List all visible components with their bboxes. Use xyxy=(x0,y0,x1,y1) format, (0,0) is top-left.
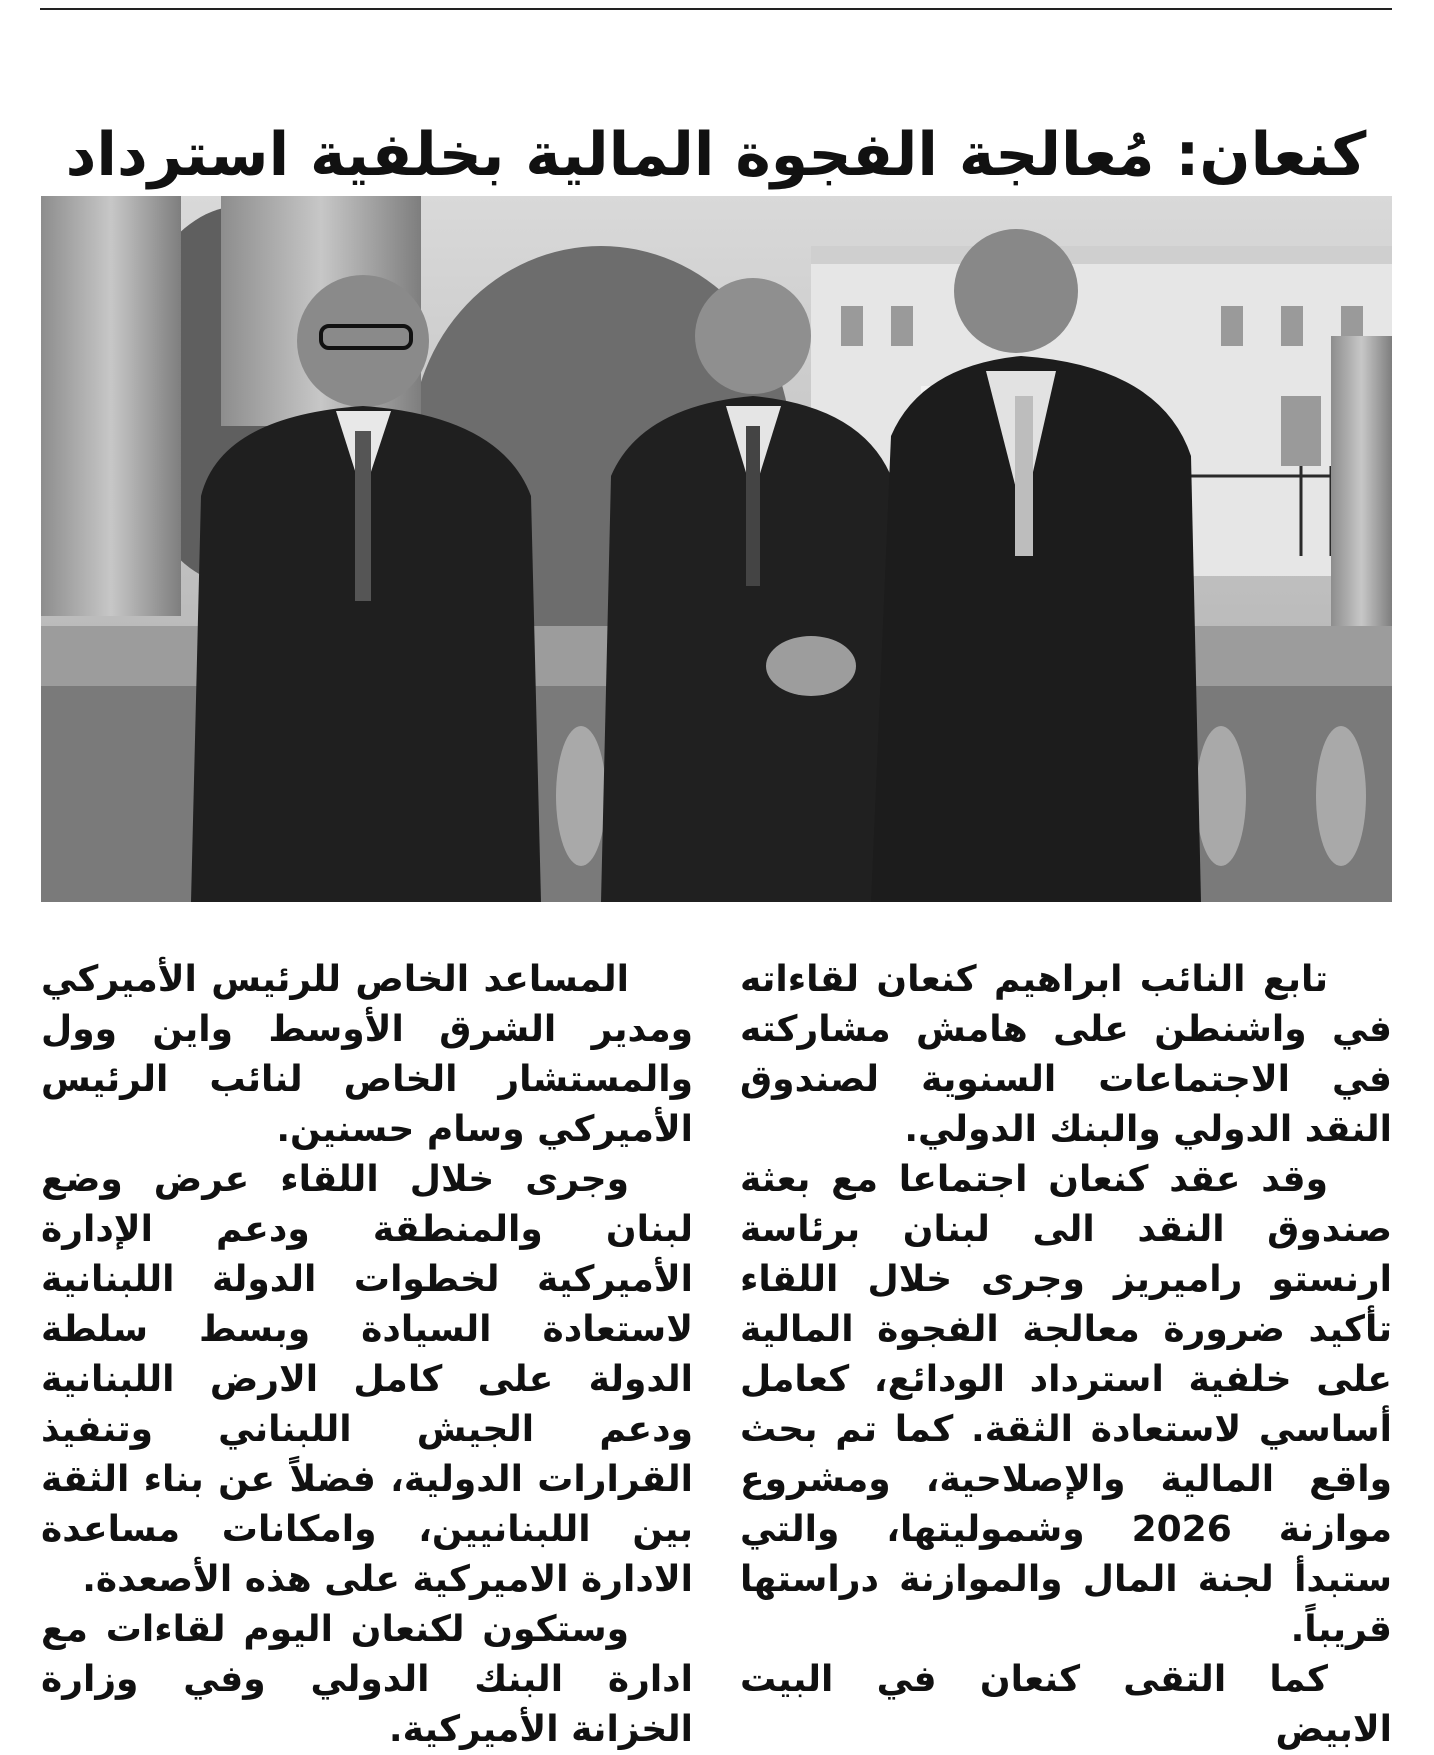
photograph-icon xyxy=(41,196,1392,902)
paragraph: وقد عقد كنعان اجتماعا مع بعثة صندوق النقد الى لبنان برئاسة ارنستو راميريز وجرى خلال اللقاء تأكيد ضرورة معالجة الفجوة المالية على خلفية استرداد الودائع، كعامل أساسي لاستعادة الثقة. كما تم بحث واقع المالية والإصلاحية، ومشروع موازنة 2026 وشموليتها، والتي ستبدأ لجنة المال والموازنة دراستها قريباً. xyxy=(740,1159,1392,1650)
headline: كنعان: مُعالجة الفجوة المالية بخلفية استرداد xyxy=(65,120,1367,191)
article-column-left xyxy=(41,955,693,1755)
paragraph: المساعد الخاص للرئيس الأميركي ومدير الشرق الأوسط واين وول والمستشار الخاص لنائب الرئيس الأميركي وسام حسنين. xyxy=(41,959,693,1150)
paragraph: وستكون لكنعان اليوم لقاءات مع ادارة البنك الدولي وفي وزارة الخزانة الأميركية. xyxy=(41,1609,693,1750)
article-column-right xyxy=(740,955,1392,1755)
article-photo xyxy=(41,196,1392,902)
top-rule xyxy=(40,8,1392,10)
paragraph: تابع النائب ابراهيم كنعان لقاءاته في واشنطن على هامش مشاركته في الاجتماعات السنوية لصندوق النقد الدولي والبنك الدولي. xyxy=(740,959,1392,1150)
paragraph: وجرى خلال اللقاء عرض وضع لبنان والمنطقة ودعم الإدارة الأميركية لخطوات الدولة اللبنانية لاستعادة السيادة وبسط سلطة الدولة على كامل الارض اللبنانية ودعم الجيش اللبناني وتنفيذ القرارات الدولية، فضلاً عن بناء الثقة بين اللبنانيين، وامكانات مساعدة الادارة الاميركية على هذه الأصعدة. xyxy=(41,1159,693,1600)
paragraph: كما التقى كنعان في البيت الابيض xyxy=(740,1659,1392,1750)
